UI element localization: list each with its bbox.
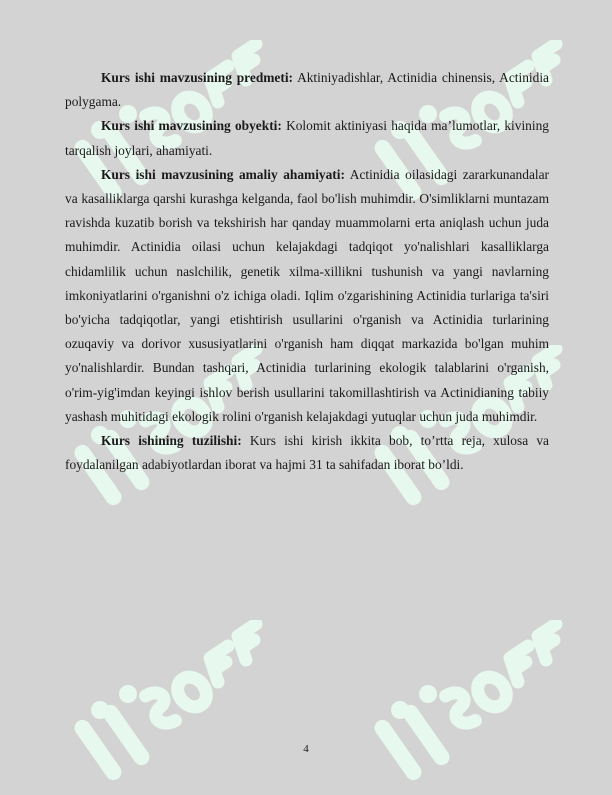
- soff-watermark-icon: [70, 620, 270, 790]
- paragraph-predmeti: [65, 66, 549, 114]
- page-number: 4: [303, 743, 309, 755]
- paragraph-text: Kurs ishi kirish ikkita bob, to’rtta reja, xulosa va foydalanilgan adabiyotlardan iborat va hajmi 31 ta sahifadan iborat bo’ldi.: [65, 433, 549, 473]
- paragraph-text: Aktiniyadishlar, Actinidia chinensis, Actinidia polygama.: [65, 70, 549, 110]
- document-body: [65, 66, 549, 477]
- paragraph-label: Kurs ishi mavzusining predmeti:: [101, 70, 293, 85]
- paragraph-text: Actinidia oilasidagi zararkunandalar va kasalliklarga qarshi kurashga kelganda, faol bo'lish muhimdir. O'simliklarni muntazam ravishda kuzatib borish va tekshirish har qanday muammolarni erta aniqlash uchun juda muhimdir. Actinidia oilasi uchun kelajakdagi tadqiqot yo'nalishlari kasalliklarga chidamlilik uchun naslchilik, genetik xilma-xillikni tushunish va yangi navlarning imkoniyatlarini o'rganishni o'z ichiga oladi. Iqlim o'zgarishining Actinidia turlariga ta'siri bo'yicha tadqiqotlar, yangi etishtirish usullarini o'rganish va Actinidia turlarining ozuqaviy va dorivor xususiyatlarini o'rganish ham diqqat markazida bo'lgan muhim yo'nalishlardir. Bundan tashqari, Actinidia turlarining ekologik talablarini o'rganish, o'rim-yig'imdan keyingi ishlov berish usullarini takomillashtirish va Actinidianing tabiiy yashash muhitidagi ekologik rolini o'rganish kelajakdagi yutuqlar uchun juda muhimdir.: [65, 166, 550, 424]
- paragraph-tuzilishi: [65, 429, 549, 477]
- paragraph-label: Kurs ishining tuzilishi:: [101, 433, 242, 449]
- paragraph-label: Kurs ishi mavzusining obyekti:: [101, 118, 282, 134]
- paragraph-label: Kurs ishi mavzusining amaliy ahamiyati:: [101, 166, 345, 182]
- paragraph-obyekti: [65, 114, 549, 162]
- paragraph-text: Kolomit aktiniyasi haqida ma’lumotlar, kivining tarqalish joylari, ahamiyati.: [65, 118, 549, 158]
- soff-watermark-icon: [370, 620, 570, 790]
- paragraph-amaliy-ahamiyati: [65, 163, 549, 429]
